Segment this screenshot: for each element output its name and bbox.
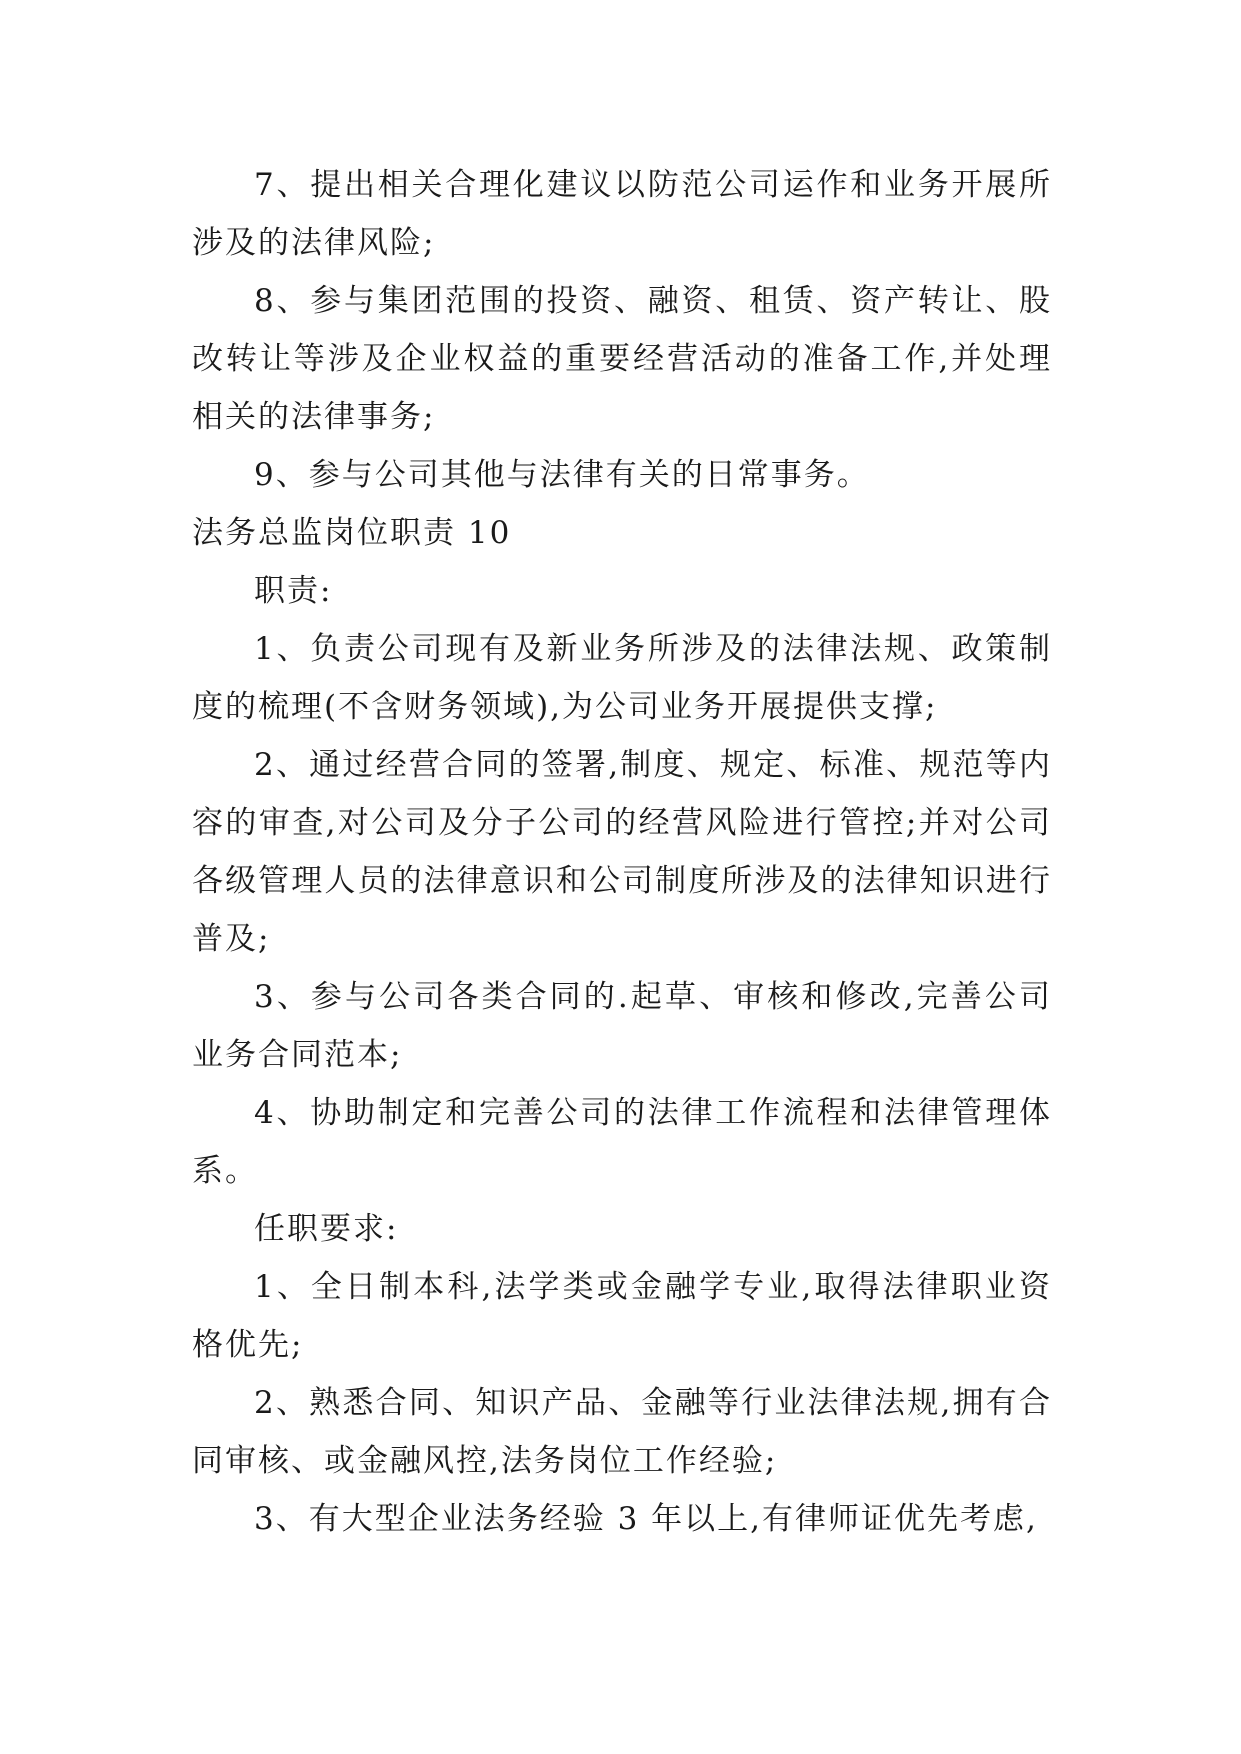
- requirement-item-2: 2、熟悉合同、知识产品、金融等行业法律法规,拥有合同审核、或金融风控,法务岗位工作经验;: [192, 1385, 1052, 1479]
- requirement-item-1: 1、全日制本科,法学类或金融学专业,取得法律职业资格优先;: [192, 1269, 1052, 1363]
- paragraph-item-9: 9、参与公司其他与法律有关的日常事务。: [254, 457, 870, 493]
- duties-label: 职责:: [254, 573, 333, 609]
- duty-item-1: 1、负责公司现有及新业务所涉及的法律法规、政策制度的梳理(不含财务领域),为公司业务开展提供支撑;: [192, 631, 1052, 725]
- document-body: [192, 156, 1052, 1548]
- paragraph-item-7: 7、提出相关合理化建议以防范公司运作和业务开展所涉及的法律风险;: [192, 167, 1052, 261]
- requirements-label: 任职要求:: [254, 1211, 399, 1247]
- section-heading: 法务总监岗位职责 10: [192, 515, 512, 551]
- requirement-item-3: 3、有大型企业法务经验 3 年以上,有律师证优先考虑,: [254, 1501, 1038, 1537]
- duty-item-3: 3、参与公司各类合同的.起草、审核和修改,完善公司业务合同范本;: [192, 979, 1052, 1073]
- paragraph-item-8: 8、参与集团范围的投资、融资、租赁、资产转让、股改转让等涉及企业权益的重要经营活动的准备工作,并处理相关的法律事务;: [192, 283, 1052, 435]
- duty-item-2: 2、通过经营合同的签署,制度、规定、标准、规范等内容的审查,对公司及分子公司的经营风险进行管控;并对公司各级管理人员的法律意识和公司制度所涉及的法律知识进行普及;: [192, 747, 1052, 957]
- duty-item-4: 4、协助制定和完善公司的法律工作流程和法律管理体系。: [192, 1095, 1052, 1189]
